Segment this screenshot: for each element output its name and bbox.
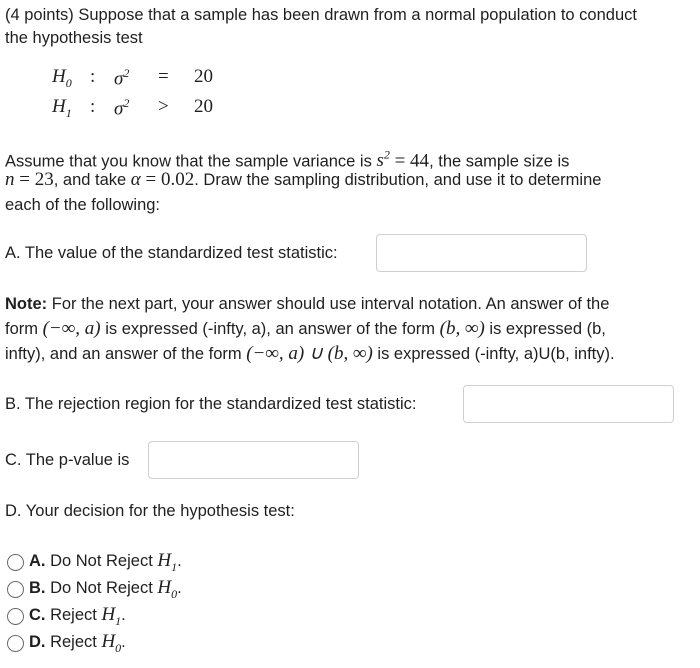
option-b-label: B. Do Not Reject $H_0$. (29, 577, 182, 601)
sample-variance-value: = 44 (389, 150, 430, 172)
rejection-region-input[interactable] (463, 385, 674, 423)
part-a-label: A. The value of the standardized test statistic: (5, 244, 338, 262)
option-d-label: D. Reject $H_0$. (29, 631, 126, 655)
note-line-3: infty), and an answer of the form (−∞, a) ∪ (b, ∞) is expressed (-infty, a)U(b, infty). (5, 343, 615, 364)
test-statistic-input[interactable] (376, 234, 587, 272)
h0-sup: 2 (123, 66, 130, 80)
given-line-3: each of the following: (5, 196, 161, 214)
part-b-label: B. The rejection region for the standardized test statistic: (5, 395, 417, 413)
option-a-label: A. Do Not Reject $H_1$. (29, 550, 182, 574)
sample-size-value: = 23 (14, 169, 54, 190)
option-d-radio[interactable] (7, 635, 24, 652)
given-line-2: n = 23, and take α = 0.02. Draw the sampling distribution, and use it to determine (5, 169, 602, 190)
option-c-radio[interactable] (7, 608, 24, 625)
alpha-value: = 0.02 (140, 169, 195, 190)
part-d-label: D. Your decision for the hypothesis test: (5, 502, 295, 520)
h1-sup: 2 (123, 96, 130, 110)
option-c-label: C. Reject $H_1$. (29, 604, 126, 628)
note-line-1: Note: For the next part, your answer should use interval notation. An answer of the (5, 295, 610, 313)
hypothesis-h0 (52, 66, 252, 92)
option-c[interactable] (5, 604, 245, 628)
h1-var: σ (114, 98, 124, 120)
h0-var: σ (114, 68, 124, 90)
h0-relation: = (158, 66, 169, 87)
hypothesis-h1 (52, 96, 252, 122)
h1-value: 20 (194, 96, 213, 117)
option-b[interactable] (5, 577, 245, 601)
given-line-1: Assume that you know that the sample variance is $s^2 = 44$, the sample size is (5, 148, 570, 172)
h1-colon: : (90, 96, 96, 117)
h0-value: 20 (194, 66, 213, 87)
note-line-2: form (−∞, a) is expressed (-infty, a), an answer of the form (b, ∞) is expressed (b, (5, 318, 606, 339)
h0-sub: 0 (65, 75, 72, 90)
part-c-label: C. The p-value is (5, 451, 130, 469)
intro-line-2: the hypothesis test (5, 29, 143, 47)
h1-relation: > (158, 96, 169, 117)
sample-variance-symbol: $s^2$ (376, 148, 390, 172)
option-a[interactable] (5, 550, 245, 574)
p-value-input[interactable] (148, 441, 359, 479)
option-b-radio[interactable] (7, 581, 24, 598)
h1-sub: 1 (65, 105, 72, 120)
h0-colon: : (90, 66, 96, 87)
option-a-radio[interactable] (7, 554, 24, 571)
h0-symbol: H (52, 66, 66, 87)
option-d[interactable] (5, 631, 245, 655)
intro-line-1: (4 points) Suppose that a sample has been drawn from a normal population to conduct (5, 6, 637, 24)
note-bold: Note: (5, 295, 48, 313)
h1-symbol: H (52, 96, 66, 117)
